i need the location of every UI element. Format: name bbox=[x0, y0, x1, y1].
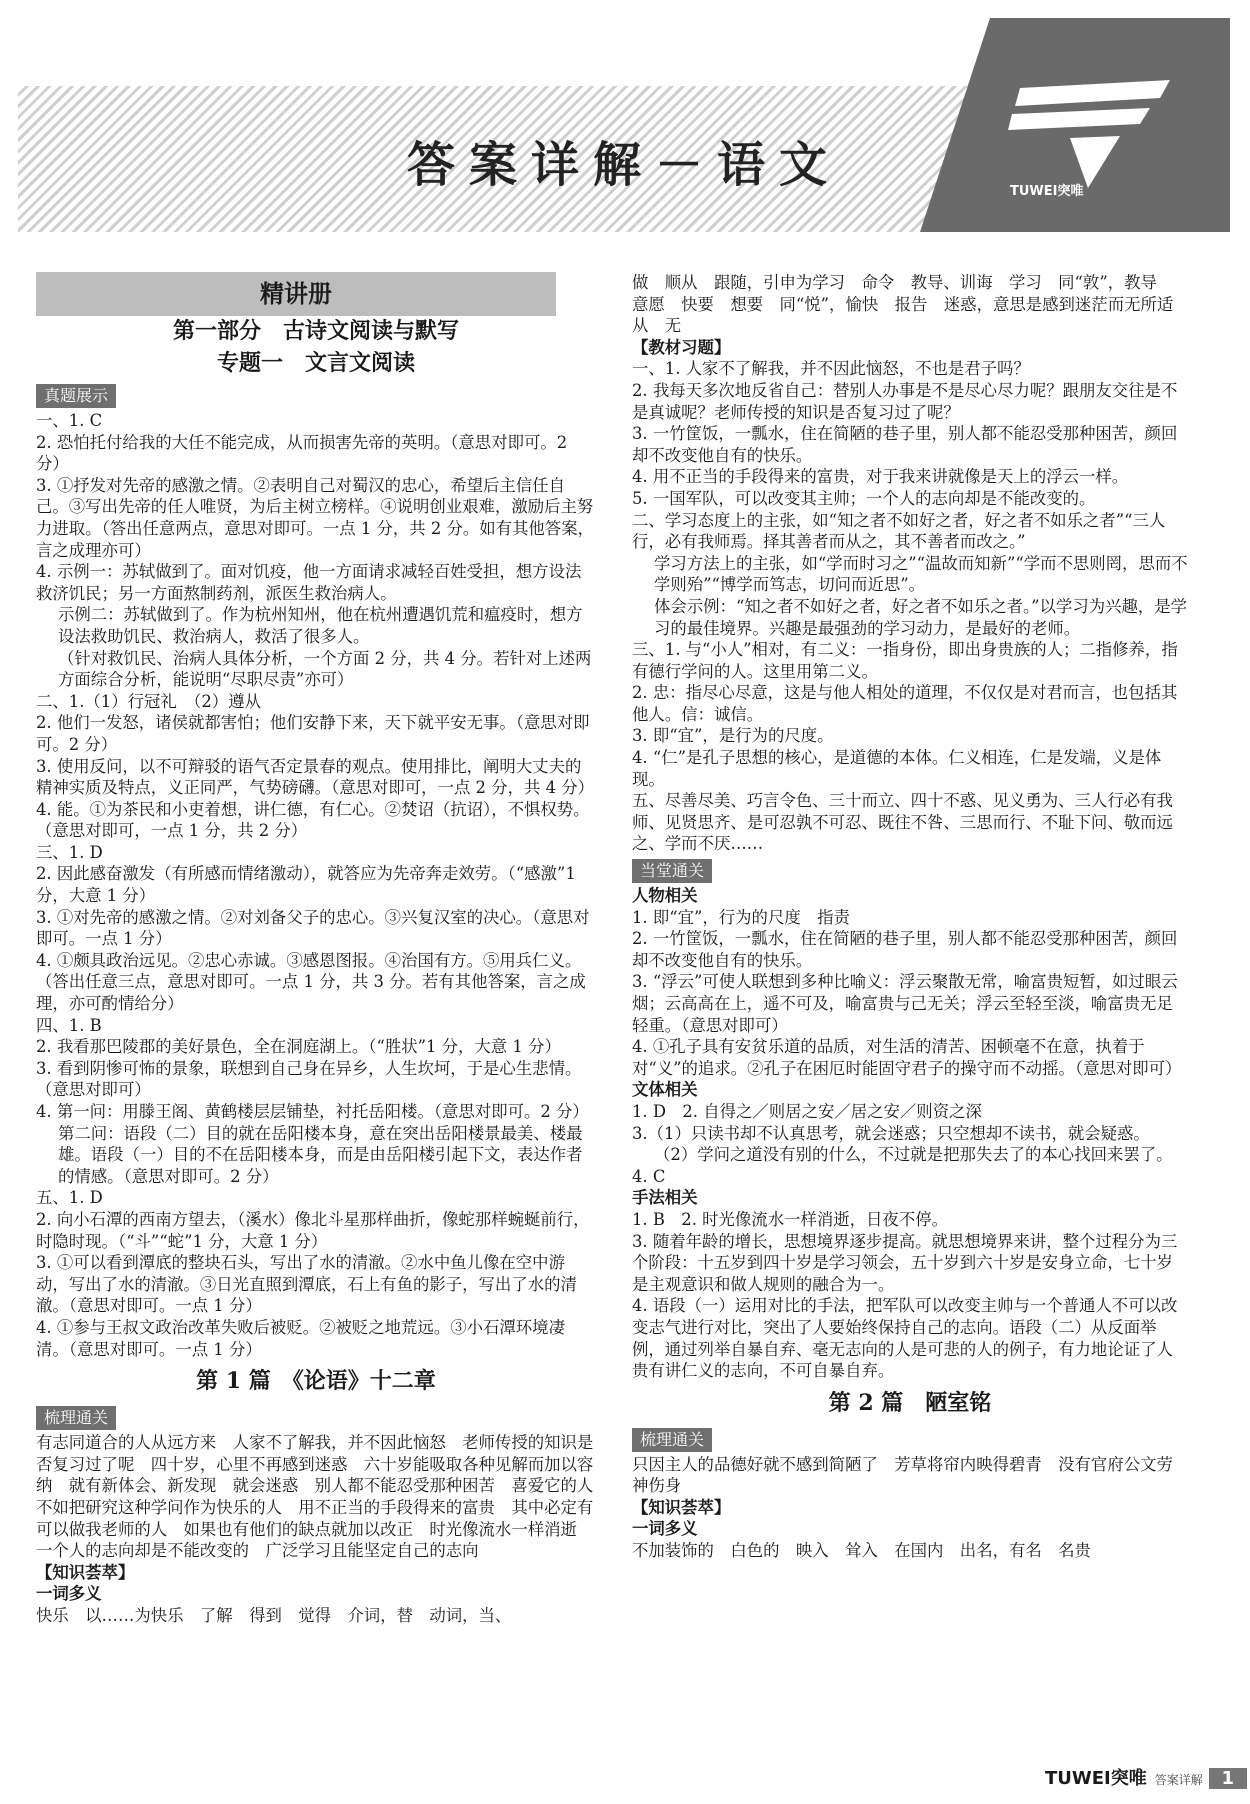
list-item: 4. “仁”是孔子思想的核心，是道德的本体。仁义相连，仁是发端，义是体现。 bbox=[632, 748, 1162, 789]
list-item: 2. 一竹筐饭，一瓢水，住在简陋的巷子里，别人都不能忍受那种困苦，颜回却不改变他自有的快乐。 bbox=[632, 929, 1178, 970]
list-item: 3. 随着年龄的增长，思想境界逐步提高。就思想境界来讲，整个过程分为三个阶段：十五岁到四十岁是学习领会，五十岁到六十岁是安身立命，七十岁是主观意识和做人规则的融合为一。 bbox=[632, 1231, 1178, 1294]
list-item: 4. 用不正当的手段得来的富贵，对于我来讲就像是天上的浮云一样。 bbox=[632, 467, 1129, 487]
list-item: 第二问：语段（二）目的就在岳阳楼本身，意在突出岳阳楼景最美、楼最雄。语段（一）目的不在岳阳楼本身，而是由岳阳楼引起下文，表达作者的情感。（意思对即可。2 分） bbox=[58, 1123, 583, 1186]
subheading: 一词多义 bbox=[632, 1519, 698, 1539]
paragraph: 不加装饰的 白色的 映入 耸入 在国内 出名，有名 名贵 bbox=[632, 1541, 1091, 1561]
list-item: 五、1. D bbox=[36, 1188, 103, 1208]
chapter-title: 第 2 篇 陋室铭 bbox=[828, 1389, 992, 1416]
subheading: 【知识荟萃】 bbox=[632, 1497, 731, 1517]
tag-zhenti: 真题展示 bbox=[36, 384, 116, 408]
list-item: 一、1. 人家不了解我，并不因此恼怒，不也是君子吗？ bbox=[632, 359, 1030, 379]
list-item: 1. D 2. 自得之／则居之安／居之安／则资之深 bbox=[632, 1101, 982, 1121]
list-item: 4. ①孔子具有安贫乐道的品质，对生活的清苦、困顿毫不在意，执着于对“义”的追求。②孔子在困厄时能固守君子的操守而不动摇。（意思对即可） bbox=[632, 1037, 1182, 1078]
list-item: 3. 一竹筐饭，一瓢水，住在简陋的巷子里，别人都不能忍受那种困苦，颜回却不改变他自有的快乐。 bbox=[632, 424, 1178, 465]
list-item: 4. 语段（一）运用对比的手法，把军队可以改变主帅与一个普通人不可以改变志气进行对比，突出了人要始终保持自己的志向。语段（二）从反面举例，通过列举自暴自弃、毫无志向的人是可悲的人的例子，有力地论证了人贵有讲仁义的志向，不可自暴自弃。 bbox=[632, 1296, 1178, 1381]
list-item: 2. 因此感奋激发（有所感而情绪激动），就答应为先帝奔走效劳。（“感激”1 分，大意 1 分） bbox=[36, 864, 576, 906]
list-item: 2. 我每天多次地反省自己：替别人办事是不是尽心尽力呢？跟朋友交往是不是真诚呢？老师传授的知识是否复习过了呢？ bbox=[632, 380, 1178, 422]
footer-brand: TUWEI突唯 bbox=[1045, 1768, 1147, 1789]
list-item: 体会示例：“知之者不如好之者，好之者不如乐之者。”以学习为兴趣，是学习的最佳境界。兴趣是最强劲的学习动力，是最好的老师。 bbox=[654, 596, 1188, 638]
tag-shuli-2: 梳理通关 bbox=[632, 1428, 712, 1452]
tag-shuli: 梳理通关 bbox=[36, 1406, 116, 1430]
list-item: 4. C bbox=[632, 1166, 666, 1186]
list-item: 2. 他们一发怒，诸侯就都害怕；他们安静下来，天下就平安无事。（意思对即可。2 分） bbox=[36, 713, 590, 754]
subheading: 一词多义 bbox=[36, 1584, 102, 1604]
list-item: 3. ①可以看到潭底的整块石头，写出了水的清澈。②水中鱼儿像在空中游动，写出了水的清澈。③日光直照到潭底，石上有鱼的影子，写出了水的清澈。（意思对即可。一点 1 分） bbox=[36, 1253, 577, 1316]
list-item: 2. 向小石潭的西南方望去，（溪水）像北斗星那样曲折，像蛇那样蜿蜒前行，时隐时现。（“斗”“蛇”1 分，大意 1 分） bbox=[36, 1209, 590, 1251]
list-item: 三、1. 与“小人”相对，有二义：一指身份，即出身贵族的人；二指修养，指有德行学问的人。这里用第二义。 bbox=[632, 640, 1178, 681]
list-item: 学习方法上的主张，如“学而时习之”“温故而知新”“学而不思则罔，思而不学则殆”“博学而笃志，切问而近思”。 bbox=[654, 553, 1188, 595]
topic-title: 专题一 文言文阅读 bbox=[216, 351, 415, 376]
brand-logo-text: TUWEI突唯 bbox=[1010, 184, 1084, 199]
list-item: 3. 看到阴惨可怖的景象，联想到自己身在异乡，人生坎坷，于是心生悲情。（意思对即可） bbox=[36, 1058, 582, 1100]
brand-logo-block bbox=[920, 18, 1230, 232]
part-title: 第一部分 古诗文阅读与默写 bbox=[172, 319, 459, 344]
subheading: 手法相关 bbox=[632, 1188, 698, 1208]
subheading: 【知识荟萃】 bbox=[36, 1562, 135, 1582]
list-item: 3. 即“宜”，是行为的尺度。 bbox=[632, 726, 834, 746]
list-item: 4. ①参与王叔文政治改革失败后被贬。②被贬之地荒远。③小石潭环境凄清。（意思对即可。一点 1 分） bbox=[36, 1317, 565, 1359]
list-item: （针对救饥民、治病人具体分析，一个方面 2 分，共 4 分。若针对上述两方面综合分析，能说明“尽职尽责”亦可） bbox=[58, 648, 592, 690]
list-item: 示例二：苏轼做到了。作为杭州知州，他在杭州遭遇饥荒和瘟疫时，想方设法救助饥民、救治病人，救活了很多人。 bbox=[58, 605, 583, 646]
subheading: 文体相关 bbox=[632, 1080, 698, 1100]
chapter-title: 第 1 篇 《论语》十二章 bbox=[196, 1368, 436, 1395]
list-item: 2. 我看那巴陵郡的美好景色，全在洞庭湖上。（“胜状”1 分，大意 1 分） bbox=[36, 1037, 561, 1057]
list-item: 3. ①抒发对先帝的感激之情。②表明自己对蜀汉的忠心，希望后主信任自己。③写出先帝的任人唯贤，为后主树立榜样。④说明创业艰难，激励后主努力进取。（答出任意两点，意思对即可。一点 1 分，共 2 分。如有其他答案，言之成理亦可） bbox=[36, 475, 594, 560]
paragraph: 有志同道合的人从远方来 人家不了解我，并不因此恼怒 老师传授的知识是否复习过了呢 四十岁，心里不再感到迷惑 六十岁能吸取各种见解而加以容纳 就有新体会、新发现 就会迷惑 别人都不能忍受那种困苦 喜爱它的人不如把研究这种学问作为快乐的人 用不正当的手段得来的富贵 其中必定有可以做我老师的人 如果也有他们的缺点就加以改正 时光像流水一样消逝 一个人的志向却是不能改变的 广泛学习且能坚定自己的志向 bbox=[36, 1433, 594, 1561]
list-item: 2. 恐怕托付给我的大任不能完成，从而损害先帝的英明。（意思对即可。2 分） bbox=[36, 432, 568, 474]
list-item: 1. B 2. 时光像流水一样消逝，日夜不停。 bbox=[632, 1209, 948, 1229]
paragraph: 快乐 以……为快乐 了解 得到 觉得 介词，替 动词，当、 bbox=[36, 1605, 512, 1625]
page-footer bbox=[1045, 1764, 1247, 1790]
list-item: 二、学习态度上的主张，如“知之者不如好之者，好之者不如乐之者”“三人行，必有我师焉。择其善者而从之，其不善者而改之。” bbox=[632, 510, 1166, 552]
subheading: 【教材习题】 bbox=[632, 337, 731, 357]
list-item: 三、1. D bbox=[36, 842, 103, 862]
tag-dangtang: 当堂通关 bbox=[632, 859, 712, 883]
list-item: 4. 能。①为茶民和小吏着想，讲仁德，有仁心。②焚诏（抗诏），不惧权势。（意思对即可，一点 1 分，共 2 分） bbox=[36, 799, 590, 841]
list-item: 五、尽善尽美、巧言令色、三十而立、四十不惑、见义勇为、三人行必有我师、见贤思齐、是可忍孰不可忍、既往不咎、三思而行、不耻下问、敬而远之、学而不厌…… bbox=[632, 791, 1173, 854]
list-item: 3. ①对先帝的感激之情。②对刘备父子的忠心。③兴复汉室的决心。（意思对即可。一点 1 分） bbox=[36, 907, 590, 949]
list-item: 二、1.（1）行冠礼 （2）遵从 bbox=[36, 691, 261, 711]
list-item: 3. “浮云”可使人联想到多种比喻义：浮云聚散无常，喻富贵短暂，如过眼云烟；云高高在上，遥不可及，喻富贵与己无关；浮云至轻至淡，喻富贵无足轻重。（意思对即可） bbox=[632, 972, 1178, 1035]
page-number: 1 bbox=[1209, 1768, 1247, 1789]
left-column bbox=[36, 272, 596, 1626]
list-item: 3.（1）只读书却不认真思考，就会迷惑；只空想却不读书，就会疑惑。 bbox=[632, 1123, 1150, 1143]
list-item: 4. 示例一：苏轼做到了。面对饥疫，他一方面请求减轻百姓受担，想方设法救济饥民；另一方面熬制药剂，派医生救治病人。 bbox=[36, 562, 582, 603]
list-item: 2. 忠：指尽心尽意，这是与他人相处的道理，不仅仅是对君而言，也包括其他人。信：诚信。 bbox=[632, 683, 1178, 724]
list-item: 1. 即“宜”，行为的尺度 指责 bbox=[632, 907, 850, 927]
list-item: 4. ①颇具政治远见。②忠心赤诚。③感恩图报。④治国有方。⑤用兵仁义。（答出任意三点，意思对即可。一点 1 分，共 3 分。若有其他答案，言之成理，亦可酌情给分） bbox=[36, 950, 586, 1014]
list-item: （2）学问之道没有别的什么，不过就是把那失去了的本心找回来罢了。 bbox=[654, 1145, 1173, 1165]
paragraph: 做 顺从 跟随，引申为学习 命令 教导、训诲 学习 同“敦”，教导 意愿 快要 想要 同“悦”，愉快 报告 迷惑，意思是感到迷茫而无所适从 无 bbox=[632, 273, 1174, 336]
section-band: 精讲册 bbox=[36, 272, 556, 316]
list-item: 5. 一国军队，可以改变其主帅；一个人的志向却是不能改变的。 bbox=[632, 488, 1096, 508]
page-title: 答案详解－语文 bbox=[406, 137, 841, 193]
right-column bbox=[632, 272, 1188, 1562]
subheading: 人物相关 bbox=[632, 886, 698, 906]
list-item: 四、1. B bbox=[36, 1015, 102, 1035]
list-item: 4. 第一问：用滕王阁、黄鹤楼层层铺垫，衬托岳阳楼。（意思对即可。2 分） bbox=[36, 1102, 589, 1121]
list-item: 一、1. C bbox=[36, 411, 103, 430]
paragraph: 只因主人的品德好就不感到简陋了 芳草将帘内映得碧青 没有官府公文劳神伤身 bbox=[632, 1454, 1173, 1496]
footer-label: 答案详解 bbox=[1154, 1773, 1203, 1787]
list-item: 3. 使用反问，以不可辩驳的语气否定景春的观点。使用排比，阐明大丈夫的精神实质及特点，义正同严，气势磅礴。（意思对即可，一点 2 分，共 4 分） bbox=[36, 756, 594, 798]
